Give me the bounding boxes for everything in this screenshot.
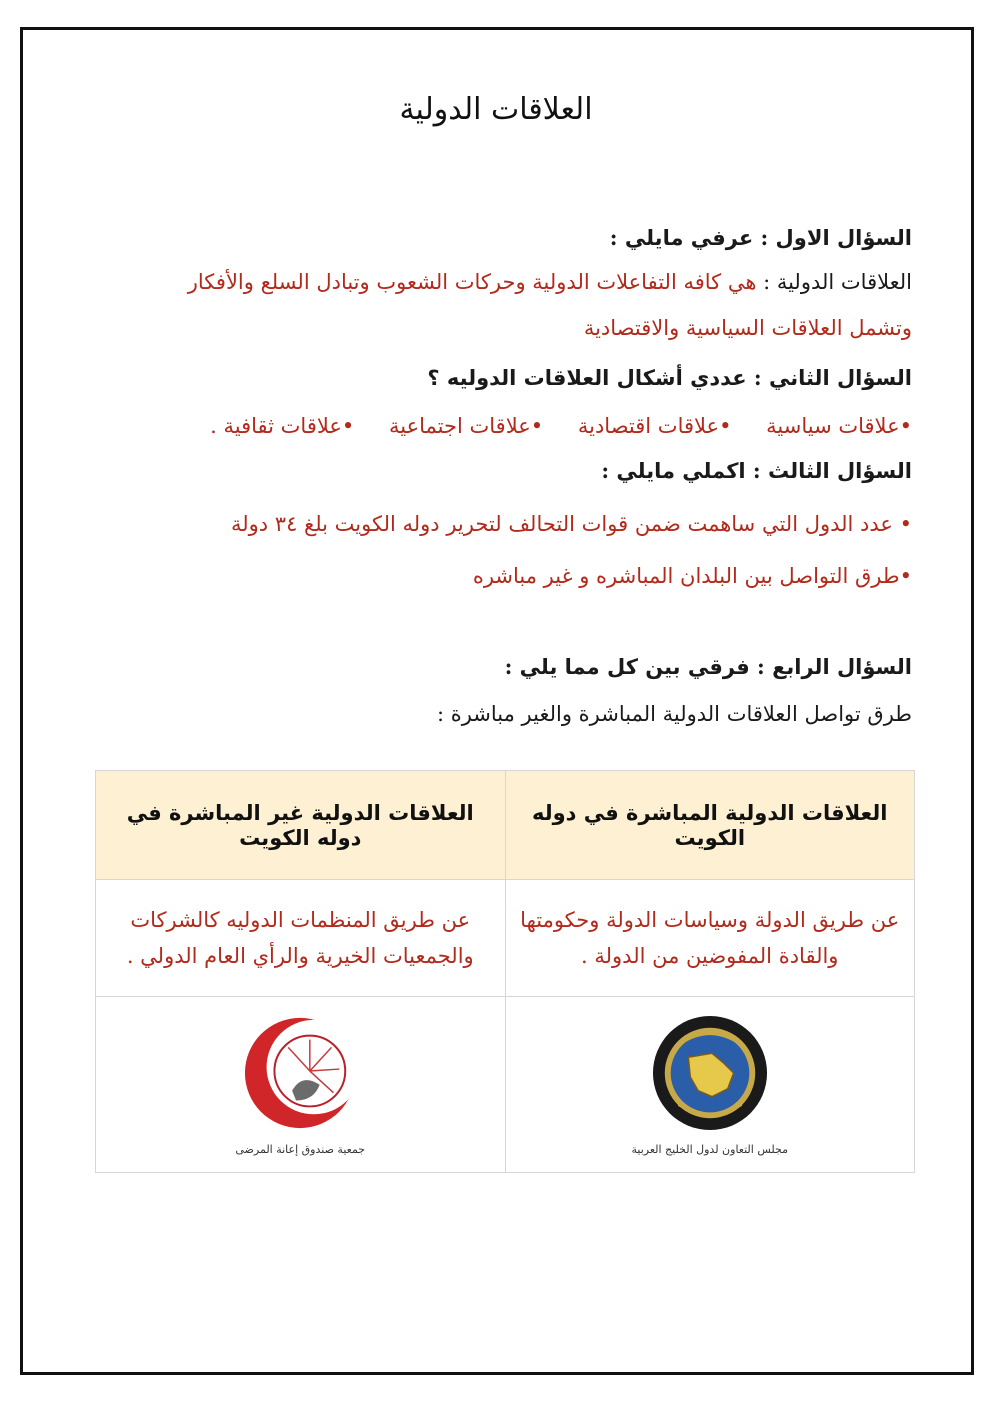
q1-definition-line1: هي كافه التفاعلات الدولية وحركات الشعوب وتبادل السلع والأفكار [187, 270, 757, 294]
q3-answer-2 [80, 560, 912, 592]
q2-item: • علاقات سياسية [766, 410, 912, 442]
direct-answer: عن طريق الدولة وسياسات الدولة وحكومتها والقادة المفوضين من الدولة . [505, 880, 915, 997]
q4-heading: السؤال الرابع : فرقي بين كل مما يلي : [504, 654, 912, 679]
q2-heading: السؤال الثاني : عددي أشكال العلاقات الدوليه ؟ [427, 365, 912, 390]
q1-term: العلاقات الدولية : [756, 270, 912, 294]
patients-fund-logo-cell [96, 997, 506, 1173]
patients-fund-logo-caption: جمعية صندوق إعانة المرضى [235, 1142, 366, 1156]
q1-heading: السؤال الاول : عرفي مايلي : [609, 225, 912, 250]
page-title: العلاقات الدولية [399, 92, 593, 127]
bullet-icon: • [899, 564, 912, 588]
q2-item: • علاقات اقتصادية [578, 410, 732, 442]
indirect-answer: عن طريق المنظمات الدوليه كالشركات والجمعيات الخيرية والرأي العام الدولي . [96, 880, 506, 997]
comparison-table [95, 770, 915, 1173]
q3-heading: السؤال الثالث : اكملي مايلي : [601, 458, 912, 483]
q2-item: • علاقات ثقافية . [210, 410, 354, 442]
q2-list [80, 410, 912, 442]
q2-item: • علاقات اجتماعية [389, 410, 543, 442]
q3-answer-1-text: عدد الدول التي ساهمت ضمن قوات التحالف لتحرير دوله الكويت بلغ ٣٤ دولة [230, 512, 893, 536]
q3-answer-2-text: طرق التواصل بين البلدان المباشره و غير مباشره [472, 564, 900, 588]
gcc-logo-cell [505, 997, 915, 1173]
q1-definition-line2: وتشمل العلاقات السياسية والاقتصادية [583, 316, 912, 340]
q4-subheading: طرق تواصل العلاقات الدولية المباشرة والغير مباشرة : [436, 702, 912, 726]
q3-answer-1 [80, 508, 912, 540]
patients-fund-logo-icon [241, 1014, 359, 1132]
gcc-logo-caption: مجلس التعاون لدول الخليج العربية [631, 1142, 788, 1156]
gcc-logo-icon [651, 1014, 769, 1132]
table-header-row [96, 771, 915, 880]
bullet-icon: • [892, 512, 912, 536]
indirect-header: العلاقات الدولية غير المباشرة في دوله الكويت [96, 771, 506, 880]
direct-header: العلاقات الدولية المباشرة في دوله الكويت [505, 771, 915, 880]
table-row [96, 880, 915, 997]
table-logo-row [96, 997, 915, 1173]
q1-definition [80, 266, 912, 298]
